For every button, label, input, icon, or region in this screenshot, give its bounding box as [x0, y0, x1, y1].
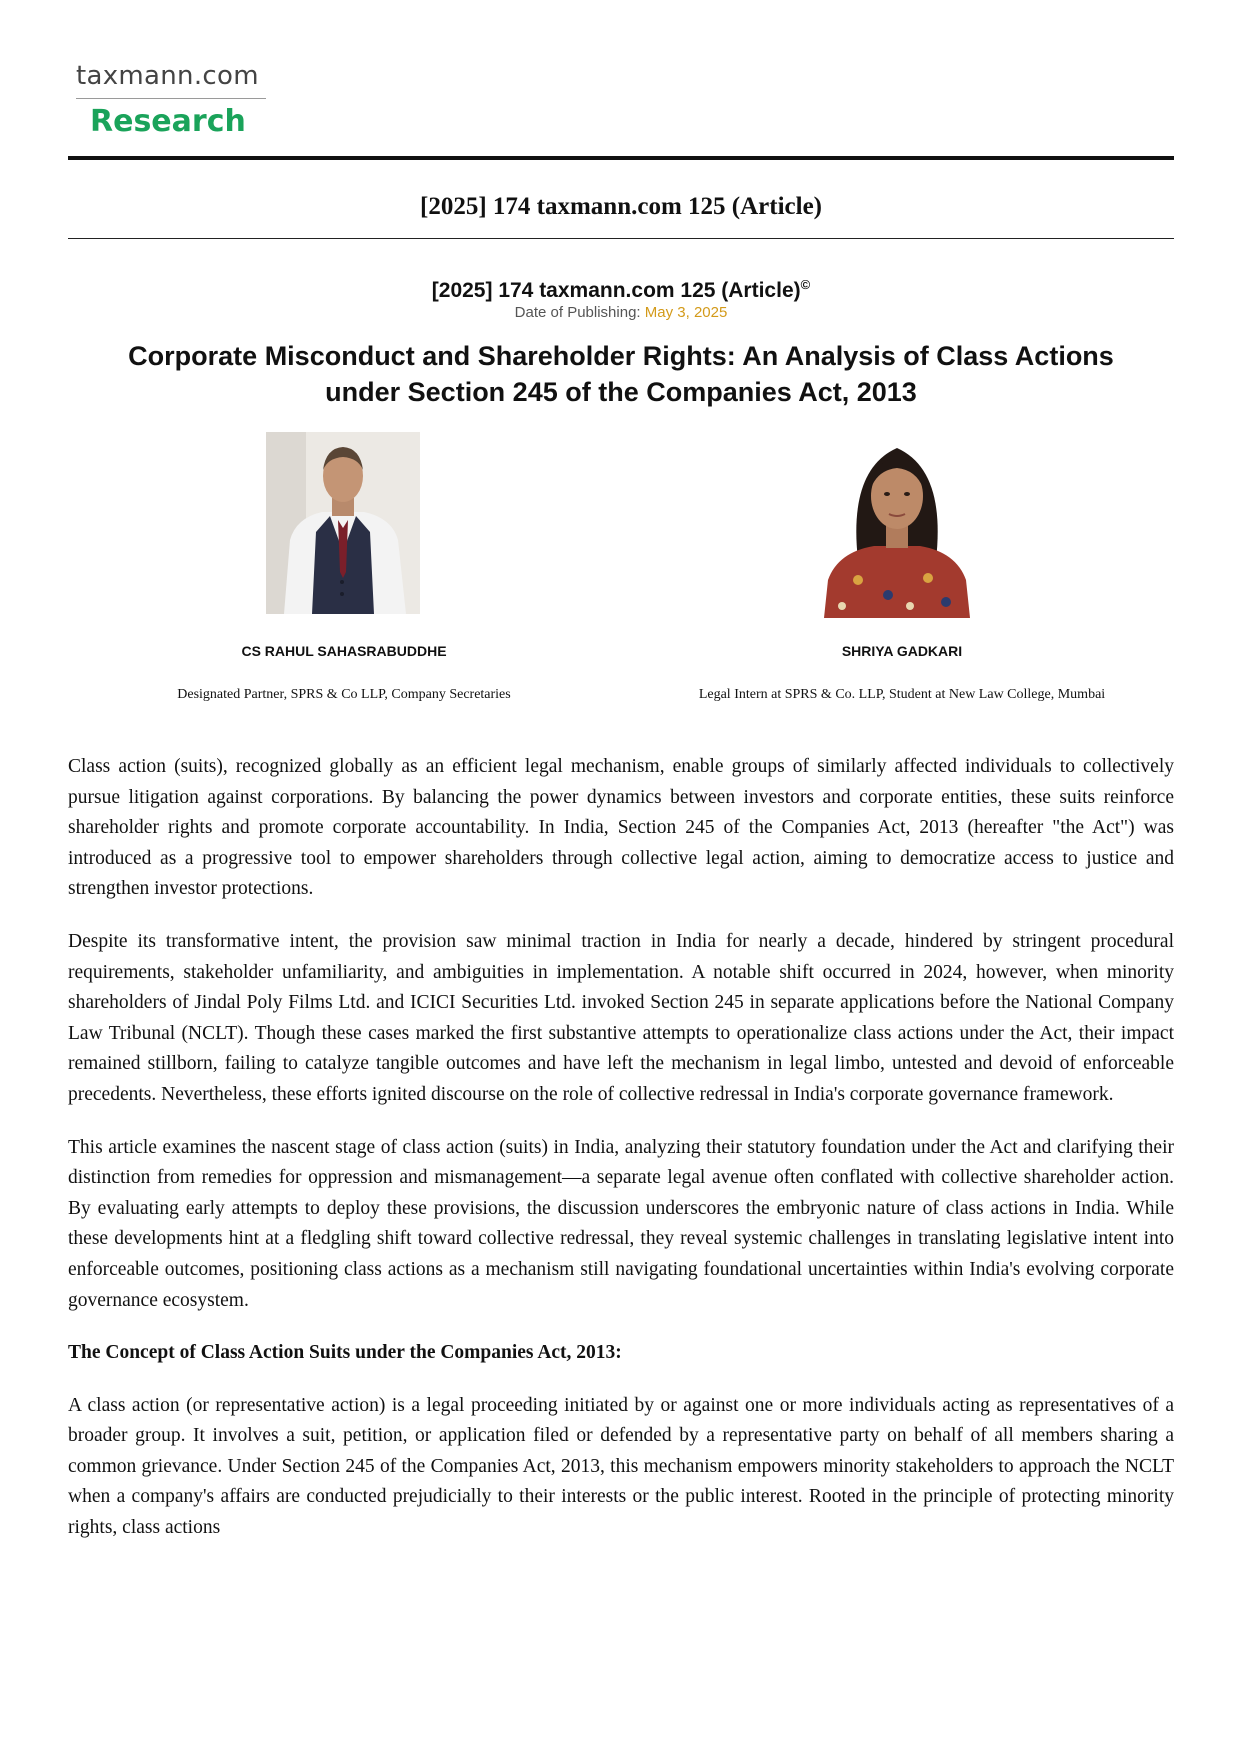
header-thin-rule: [68, 238, 1174, 239]
logo-divider: [76, 98, 266, 99]
logo-section-name: Research: [90, 104, 246, 139]
author-photo-rahul-image: [266, 432, 420, 614]
article-body: [68, 752, 1174, 1566]
author-role-rahul: Designated Partner, SPRS & Co LLP, Company Secretaries: [177, 687, 511, 702]
author-photo-rahul: [266, 432, 420, 614]
publishing-date-label: Date of Publishing:: [514, 304, 641, 321]
author-name-rahul: CS RAHUL SAHASRABUDDHE: [241, 643, 447, 659]
article-title-line-1: Corporate Misconduct and Shareholder Rights: An Analysis of Class Actions: [128, 341, 1114, 371]
header-citation: [2025] 174 taxmann.com 125 (Article): [420, 193, 822, 220]
article-title: [68, 338, 1174, 410]
taxmann-research-logo: [76, 60, 266, 141]
copyright-mark: ©: [800, 277, 811, 292]
article-title-line-2: under Section 245 of the Companies Act, 2013: [325, 377, 917, 407]
article-citation: [68, 271, 1174, 305]
section-paragraph: A class action (or representative action) is a legal proceeding initiated by or against one or more individuals acting as representatives of a broader group. It involves a suit, petition, or application filed or defended by a representative party on behalf of all members sharing a common grievance. Under Section 245 of the Companies Act, 2013, this mechanism empowers minority stakeholders to approach the NCLT when a company's affairs are conducted prejudicially to their interests or the public interest. Rooted in the principle of protecting minority rights, class actions: [68, 1394, 1174, 1539]
header-thick-rule: [68, 156, 1174, 160]
logo-site-name: taxmann.com: [76, 61, 259, 91]
author-photo-shriya: [818, 430, 976, 618]
author-name-shriya: SHRIYA GADKARI: [841, 643, 963, 659]
author-photo-shriya-image: [818, 430, 976, 618]
body-paragraph: This article examines the nascent stage of class action (suits) in India, analyzing their statutory foundation under the Act and clarifying their distinction from remedies for oppression and mismanagement—a separate legal avenue often conflated with collective shareholder action. By evaluating early attempts to deploy these provisions, the discussion underscores the embryonic nature of class actions in India. While these developments hint at a fledgling shift toward collective redressal, they reveal systemic challenges in translating legislative intent into enforceable outcomes, positioning class actions as a mechanism still navigating foundational uncertainties within India's evolving corporate governance ecosystem.: [68, 1136, 1174, 1311]
publishing-date-value: May 3, 2025: [644, 304, 728, 321]
section-heading: The Concept of Class Action Suits under the Companies Act, 2013:: [68, 1342, 622, 1364]
body-paragraph: Despite its transformative intent, the provision saw minimal traction in India for nearly a decade, hindered by stringent procedural requirements, stakeholder unfamiliarity, and ambiguities in implementation. A notable shift occurred in 2024, however, when minority shareholders of Jindal Poly Films Ltd. and ICICI Securities Ltd. invoked Section 245 in separate applications before the National Company Law Tribunal (NCLT). Though these cases marked the first substantive attempts to operationalize class actions under the Act, their impact remained stillborn, failing to catalyze tangible outcomes and have left the mechanism in legal limbo, untested and devoid of enforceable precedents. Nevertheless, these efforts ignited discourse on the role of collective redressal in India's corporate governance framework.: [68, 930, 1174, 1105]
article-citation-text: [2025] 174 taxmann.com 125 (Article): [431, 279, 801, 302]
body-paragraph: Class action (suits), recognized globally as an efficient legal mechanism, enable groups of similarly affected individuals to collectively pursue litigation against corporations. By balancing the power dynamics between investors and corporate entities, these suits reinforce shareholder rights and promote corporate accountability. In India, Section 245 of the Companies Act, 2013 (hereafter "the Act") was introduced as a progressive tool to empower shareholders through collective legal action, aiming to democratize access to justice and strengthen investor protections.: [68, 756, 1174, 900]
publishing-date: [68, 303, 1174, 323]
author-role-shriya: Legal Intern at SPRS & Co. LLP, Student at New Law College, Mumbai: [698, 687, 1106, 702]
